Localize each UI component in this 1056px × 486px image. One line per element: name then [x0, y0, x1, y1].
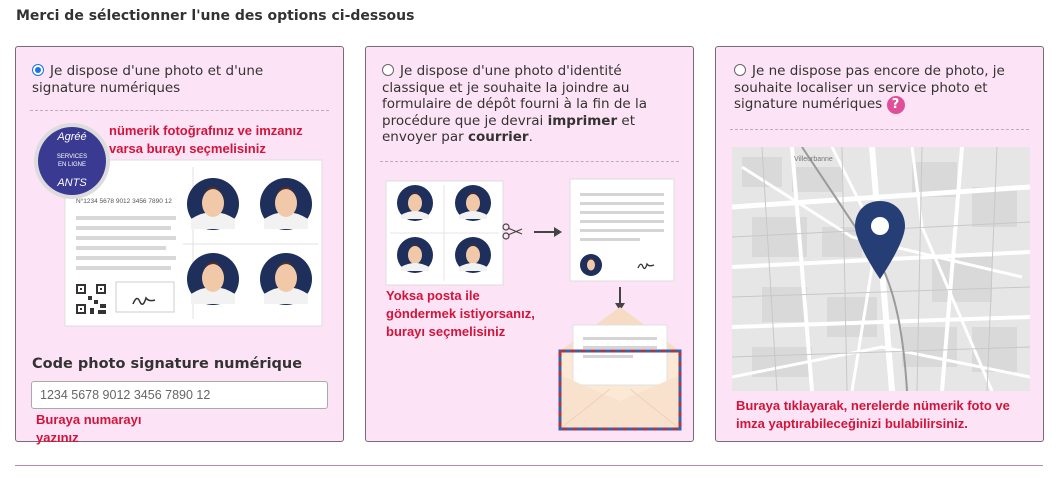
- bottom-divider: [15, 465, 1043, 466]
- divider: [730, 129, 1029, 130]
- scissors-icon: [503, 224, 522, 239]
- divider: [380, 161, 679, 162]
- option-classic-photo-card[interactable]: [365, 46, 694, 442]
- qr-code-icon: [76, 284, 106, 314]
- svg-text:SERVICES: SERVICES: [56, 154, 88, 160]
- envelope-icon: [560, 307, 680, 429]
- svg-text:EN LIGNE: EN LIGNE: [57, 162, 87, 168]
- portrait-icon: [187, 253, 239, 305]
- option-classic-photo-label[interactable]: Je dispose d'une photo d'identité classique et je souhaite la joindre au formulaire de dépôt fourni à la fin de la procédure que je devrai imprimer et envoyer par courrier.: [382, 63, 648, 145]
- divider: [30, 110, 329, 111]
- option-locate-service-label[interactable]: Je ne dispose pas encore de photo, je souhaite localiser un service photo et signature numériques ?: [734, 63, 1005, 112]
- page-title: Merci de sélectionner l'une des options ci-dessous: [16, 8, 415, 24]
- portrait-icon: [397, 185, 433, 221]
- form-document-icon: [570, 179, 674, 281]
- option-digital-photo-label[interactable]: Je dispose d'une photo et d'une signature numériques: [32, 63, 264, 96]
- option-digital-photo-annotation: nümerik fotoğrafınız ve imzanız varsa burayı seçmelisiniz: [109, 123, 303, 156]
- map-label-villeurbanne: Villeurbanne: [794, 156, 833, 163]
- svg-text:ANTS: ANTS: [57, 177, 87, 189]
- code-photo-label: Code photo signature numérique: [32, 356, 303, 372]
- svg-text:Agréé: Agréé: [57, 131, 87, 143]
- ants-approved-badge: [34, 123, 110, 199]
- code-photo-input[interactable]: [31, 381, 328, 409]
- portrait-icon: [260, 253, 312, 305]
- code-photo-hint: Buraya numarayı yazınız: [36, 412, 142, 445]
- radio-classic-photo[interactable]: [382, 64, 394, 76]
- help-icon[interactable]: ?: [887, 96, 905, 114]
- arrow-right-icon: [534, 227, 562, 237]
- portrait-icon: [455, 237, 491, 273]
- option-locate-service-card[interactable]: [715, 46, 1044, 442]
- option-digital-photo-card[interactable]: [15, 46, 344, 445]
- radio-digital-photo[interactable]: [32, 64, 44, 76]
- option-classic-photo-annotation: Yoksa posta ile göndermek istiyorsanız, burayı seçmelisiniz: [386, 288, 535, 339]
- card-number: N°1234 5678 9012 3456 7890 12: [76, 198, 172, 205]
- portrait-icon: [260, 178, 312, 230]
- portrait-icon: [397, 237, 433, 273]
- portrait-icon: [455, 185, 491, 221]
- radio-locate-service[interactable]: [734, 64, 746, 76]
- option-locate-service-annotation: Buraya tıklayarak, nerelerde nümerik foto ve imza yaptırabileceğinizi bulabilirsiniz.: [736, 398, 1010, 431]
- service-locator-map[interactable]: [732, 147, 1030, 391]
- portrait-icon: [187, 178, 239, 230]
